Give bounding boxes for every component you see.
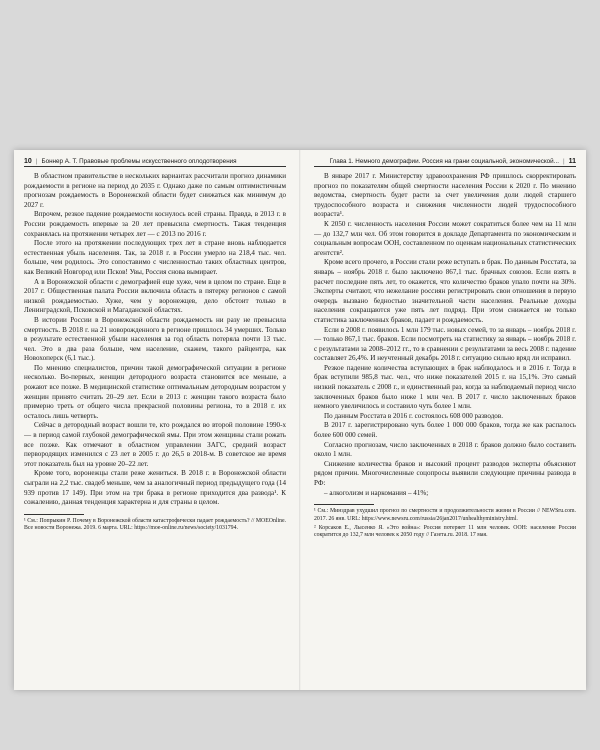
right-running-head <box>314 158 576 167</box>
footnote: ² Корсаков Е., Лысенко Я. «Это война»: Россия потеряет 11 млн человек. ООН: население России сократится до 132,7 млн человек к 2050 году // Газета.ru. 2018. 17 мая. <box>314 525 576 539</box>
paragraph: Если в 2008 г. появилось 1 млн 179 тыс. новых семей, то за январь – ноябрь 2018 г. — только 867,1 тыс. браков. Если посмотреть на статистику за январь – ноябрь 2018 г. с результатами за 2008–2012 гг., то в сравнении с результатами за весь 2008 г. падение составляет 26,4%. И неучтенный декабрь 2018 г. ситуацию сильно вряд ли исправил. <box>314 325 576 363</box>
footnote-rule <box>314 504 374 505</box>
paragraph: Кроме того, воронежцы стали реже жениться. В 2018 г. в Воронежской области сыграли на 2,2 тыс. свадеб меньше, чем за аналогичный период предыдущего года (14 939 против 17 149). При этом на три брака в регионе приходится два развода¹. К сожалению, данная тенденция характерна и для страны в целом. <box>24 469 286 507</box>
paragraph: А в Воронежской области с демографией еще хуже, чем в целом по стране. Еще в 2017 г. Общественная палата России включила область в пятерку регионов с самой низкой рождаемостью. Хуже, чем у воронежцев, дело обстоит только в Ленинградской, Псковской и Магаданской областях. <box>24 277 286 315</box>
paragraph: Резкое падение количества вступающих в брак наблюдалось и в 2016 г. Тогда в брак вступили 985,8 тыс. чел., что ниже показателей 2015 г. на 15,1%. Это самый низкий показатель с 2008 г., и единственный раз, когда за наблюдаемый период число заключенных браков было ниже 1 млн чел. В 2017 г. число заключенных браков немного увеличилось и составило чуть более 1 млн. <box>314 363 576 411</box>
footnote: ¹ См.: Попрыкин Р. Почему в Воронежской области катастрофически падает рождаемость? // MOEOnline. Все новости Воронежа. 2019. 6 марта. URL: https://moe-online.ru/news/society/1031794. <box>24 517 286 532</box>
paragraph: В январе 2017 г. Министерству здравоохранения РФ пришлось скорректировать прогноз по показателям общей смертности населения России к 2020 г. По мнению ведомства, смертность будет расти за счет увеличения доли людей старшего трудоспособного возраста и снижения численности людей трудоспособного возраста¹. <box>314 172 576 219</box>
paragraph: Снижение количества браков и высокий процент разводов эксперты объясняют рядом причин. Многочисленные соцопросы выявили следующие причины развода в РФ: <box>314 459 576 487</box>
left-page-body <box>24 172 286 508</box>
right-page-number: 11 <box>568 158 576 165</box>
paragraph: Кроме всего прочего, в России стали реже вступать в брак. По данным Росстата, за январь – ноябрь 2018 г. было заключено 867,1 тыс. брачных союзов. Если взять в расчет последние пять лет, то окажется, что количество браков упало почти на 30%. Эксперты считают, что нежелание россиян регистрировать свои отношения в первую очередь вызвано бедностью значительной части населения. Реальные доходы населения сокращаются уже пять лет подряд. При этом снижается не только статистика заключенных браков, падает и рождаемость. <box>314 258 576 324</box>
paragraph: К 2050 г. численность населения России может сократиться более чем на 11 млн — до 132,7 млн чел. Об этом говорится в докладе Департамента по экономическим и социальным вопросам ООН, составленном по оценкам национальных статистических агентств². <box>314 219 576 257</box>
paragraph: В истории России в Воронежской области рождаемость ни разу не превысила смертность. В 2018 г. на 21 новорожденного в регионе пришлось 34 умерших. Только в результате естественной убыли населения за год область потеряла почти 13 тыс. чел. Это в два раза больше, чем население, скажем, такого райцентра, как Новохоперск (6,1 тыс.). <box>24 315 286 363</box>
left-running-head-text: Боннер А. Т. Правовые проблемы искусственного оплодотворения <box>41 158 237 165</box>
paragraph: После этого на протяжении последующих трех лет в стране вновь наблюдается естественная убыль населения. Так, за 2018 г. в России умерло на 218,4 тыс. чел. больше, чем родилось. Это сопоставимо с численностью таких областных центров, как Великий Новгород или Псков! Увы, Россия снова вымирает. <box>24 239 286 276</box>
left-page-number: 10 <box>24 158 32 165</box>
paragraph: По мнению специалистов, причин такой демографической ситуации в регионе несколько. Во-первых, женщин детородного возраста становится все меньше, а рожают все позже. В медицинской статистике оптимальным детородным возрастом у женщин принято считать 20–29 лет. Если в 2013 г. женщин такого возраста было примерно треть от общего числа прекрасной половины региона, то в 2018 г. их осталось лишь четверть. <box>24 363 286 420</box>
page-fold <box>299 150 301 690</box>
paragraph: Согласно прогнозам, число заключенных в 2018 г. браков должно было составить около 1 млн. <box>314 440 576 459</box>
book-spread <box>14 150 586 690</box>
running-head-separator: | <box>562 158 565 165</box>
footnote-rule <box>24 514 84 515</box>
left-running-head <box>24 158 286 167</box>
footnote: ¹ См.: Минздрав ухудшил прогноз по смертности и продолжительности жизни в России // NEWSru.com. 2017. 26 янв. URL: https://www.newsru.com/russia/26jan2017/unhealthyministry.html. <box>314 508 576 522</box>
paragraph: По данным Росстата в 2016 г. состоялось 608 000 разводов. <box>324 411 503 420</box>
right-footnotes <box>314 508 576 540</box>
left-page <box>24 158 286 686</box>
list-item: – алкоголизм и наркомания – 41%; <box>324 488 429 497</box>
running-head-separator: | <box>35 158 38 165</box>
paragraph: Впрочем, резкое падение рождаемости коснулось всей страны. Правда, в 2013 г. в России рождаемость впервые за 20 лет превысила смертность. Такая тенденция сохранялась на протяжении четырех лет — с 2013 по 2016 г. <box>24 210 286 238</box>
paragraph: В областном правительстве в нескольких вариантах рассчитали прогноз динамики рождаемости в регионе на период до 2035 г. Однако даже по самым оптимистичным прогнозам рождаемость в Воронежской области будет снижаться как минимум до 2027 г. <box>24 172 286 209</box>
right-page <box>314 158 576 686</box>
paragraph: Сейчас в детородный возраст вошли те, кто рождался во второй половине 1990-х — в период самой глубокой демографической ямы. При этом женщины стали рожать все позже. Как отмечают в областном управлении ЗАГС, средний возраст первородящих изменился с 23 лет в 2005 г. до 26,5 в 2018-м. В советское же время этот показатель был на уровне 20–22 лет. <box>24 421 286 468</box>
left-footnotes <box>24 518 286 533</box>
right-running-head-text: Глава 1. Немного демографии. Россия на грани социальной, экономической... <box>329 158 559 165</box>
paragraph: В 2017 г. зарегистрировано чуть более 1 000 000 браков, тогда же как распалось более 600 000 семей. <box>314 421 576 440</box>
right-page-body <box>314 172 576 498</box>
